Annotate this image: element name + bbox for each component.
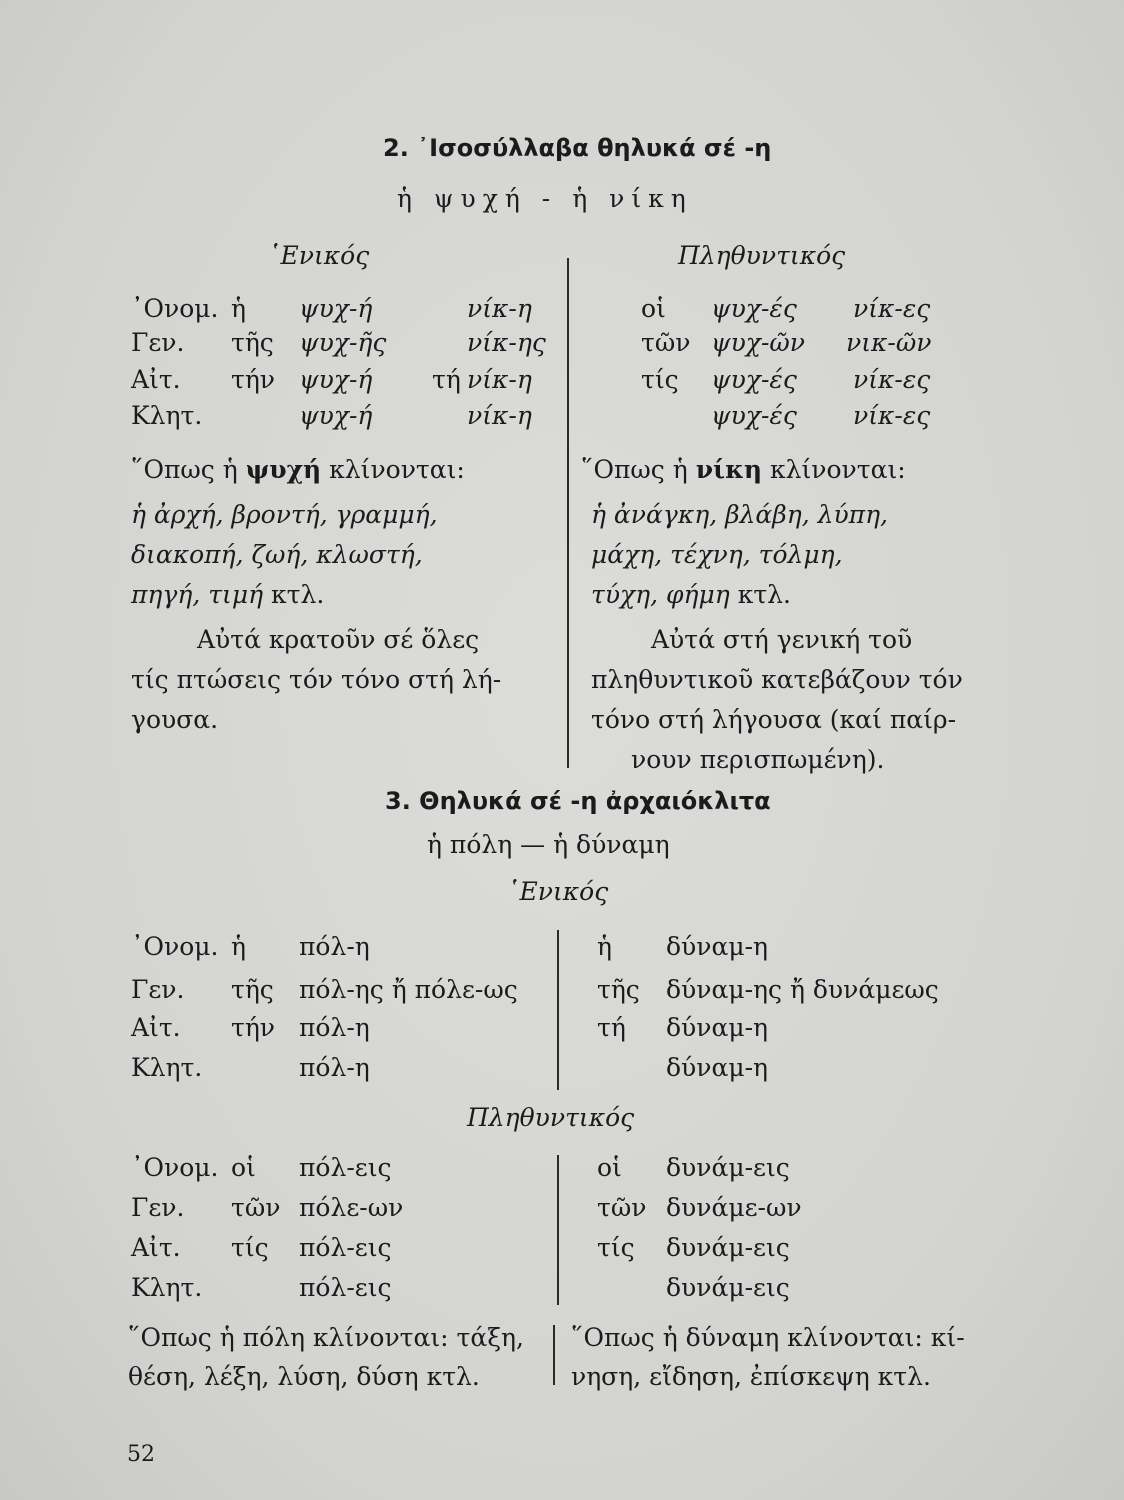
case-label: Κλητ. xyxy=(131,1053,203,1082)
section2-singular-header: ῾Ενικός xyxy=(268,241,370,270)
section3-footer-divider xyxy=(553,1325,555,1385)
model-word: νίκη xyxy=(695,455,763,484)
case-label: ᾽Ονομ. xyxy=(131,294,219,323)
word-dynami: δυνάμ-εις xyxy=(666,1233,790,1262)
article: τίς xyxy=(597,1233,635,1262)
article: τίς xyxy=(641,365,679,394)
note-line: γουσα. xyxy=(131,705,219,734)
word-psyche: ψυχ-ῶν xyxy=(711,328,805,357)
example-line-wrap xyxy=(591,580,791,609)
section3-plural-header: Πληθυντικός xyxy=(467,1103,635,1132)
word-psyche: ψυχ-ή xyxy=(299,401,373,430)
word-dynami: δύναμ-ης ἤ δυνάμεως xyxy=(666,975,939,1004)
note-line: Αὐτά στή γενική τοῦ xyxy=(651,625,913,654)
word-nike: νικ-ῶν xyxy=(846,328,932,357)
word-poli: πόλ-εις xyxy=(299,1233,392,1262)
right-declension-heading xyxy=(581,455,906,484)
note-line: τίς πτώσεις τόν τόνο στή λή- xyxy=(131,665,502,694)
example-line: ἡ ἀνάγκη, βλάβη, λύπη, xyxy=(591,500,888,529)
word-nike: νίκ-ες xyxy=(853,294,931,323)
article: τή xyxy=(597,1013,626,1042)
word-psyche: ψυχ-ές xyxy=(711,365,797,394)
case-label: Γεν. xyxy=(131,328,185,357)
note-line: Αὐτά κρατοῦν σέ ὅλες xyxy=(197,625,480,654)
case-label: Κλητ. xyxy=(131,1273,203,1302)
word-psyche: ψυχ-ῆς xyxy=(299,328,387,357)
example-line-wrap xyxy=(131,580,324,609)
section3-singular-divider xyxy=(557,930,559,1090)
example-line: μάχη, τέχνη, τόλμη, xyxy=(591,540,843,569)
article: ἡ xyxy=(231,932,246,961)
word-poli: πόλ-εις xyxy=(299,1153,392,1182)
case-label: Αἰτ. xyxy=(131,1233,181,1262)
case-label: Γεν. xyxy=(131,1193,185,1222)
case-label: Αἰτ. xyxy=(131,1013,181,1042)
word-psyche: ψυχ-ές xyxy=(711,294,797,323)
word-nike: νίκ-η xyxy=(467,401,532,430)
like-prefix: ῞Οπως ἡ xyxy=(581,455,688,484)
case-label: Κλητ. xyxy=(131,401,203,430)
etc-label: κτλ. xyxy=(271,580,325,609)
example-line: ἡ ἀρχή, βροντή, γραμμή, xyxy=(131,500,438,529)
article: τῆς xyxy=(231,328,274,357)
example-line: πηγή, τιμή xyxy=(131,580,264,609)
word-poli: πόλ-ης ἤ πόλε-ως xyxy=(299,975,518,1004)
article: τῶν xyxy=(231,1193,281,1222)
word-dynami: δύναμ-η xyxy=(666,1053,769,1082)
page-number: 52 xyxy=(127,1442,155,1467)
note-line: νουν περισπωμένη). xyxy=(631,745,885,774)
left-declension-heading xyxy=(131,455,465,484)
note-line: τόνο στή λήγουσα (καί παίρ- xyxy=(591,705,957,734)
etc-label: κτλ. xyxy=(737,580,791,609)
dynami-declension-line: ῞Οπως ἡ δύναμη κλίνονται: κί- xyxy=(571,1323,965,1352)
article: ἡ xyxy=(597,932,612,961)
word-dynami: δυνάμε-ων xyxy=(666,1193,802,1222)
example-line: διακοπή, ζωή, κλωστή, xyxy=(131,540,423,569)
model-word: ψυχή xyxy=(245,455,322,484)
case-label: ᾽Ονομ. xyxy=(131,932,219,961)
word-poli: πόλ-η xyxy=(299,932,370,961)
article: τήν xyxy=(231,365,276,394)
section2-subtitle: ἡ ψυχή - ἡ νίκη xyxy=(397,184,693,213)
article: οἱ xyxy=(231,1153,256,1182)
case-label: Αἰτ. xyxy=(131,365,181,394)
section3-plural-divider xyxy=(557,1155,559,1305)
case-label: Γεν. xyxy=(131,975,185,1004)
article: τίς xyxy=(231,1233,269,1262)
word-poli: πόλ-η xyxy=(299,1053,370,1082)
article: οἱ xyxy=(641,294,666,323)
article: οἱ xyxy=(597,1153,622,1182)
article: τῆς xyxy=(231,975,274,1004)
word-nike: νίκ-η xyxy=(467,365,532,394)
article: τῶν xyxy=(641,328,691,357)
article: ἡ xyxy=(231,294,246,323)
section2-column-divider xyxy=(567,258,569,768)
dynami-declension-line: νηση, εἴδηση, ἐπίσκεψη κτλ. xyxy=(571,1362,931,1391)
poli-declension-line: θέση, λέξη, λύση, δύση κτλ. xyxy=(128,1362,480,1391)
article: τῶν xyxy=(597,1193,647,1222)
note-line: πληθυντικοῦ κατεβάζουν τόν xyxy=(591,665,963,694)
word-poli: πόλ-η xyxy=(299,1013,370,1042)
section3-subtitle: ἡ πόλη — ἡ δύναμη xyxy=(427,830,670,859)
section3-singular-header: ῾Ενικός xyxy=(507,877,609,906)
word-nike: νίκ-ες xyxy=(853,401,931,430)
article: τή xyxy=(432,365,461,394)
word-poli: πόλε-ων xyxy=(299,1193,404,1222)
word-nike: νίκ-ης xyxy=(467,328,546,357)
section2-plural-header: Πληθυντικός xyxy=(678,241,846,270)
word-dynami: δύναμ-η xyxy=(666,1013,769,1042)
like-suffix: κλίνονται: xyxy=(329,455,465,484)
word-poli: πόλ-εις xyxy=(299,1273,392,1302)
word-psyche: ψυχ-ή xyxy=(299,294,373,323)
case-label: ᾽Ονομ. xyxy=(131,1153,219,1182)
word-psyche: ψυχ-ή xyxy=(299,365,373,394)
section3-title: 3. Θηλυκά σέ -η ἀρχαιόκλιτα xyxy=(385,787,771,815)
word-dynami: δυνάμ-εις xyxy=(666,1273,790,1302)
word-nike: νίκ-ες xyxy=(853,365,931,394)
like-suffix: κλίνονται: xyxy=(770,455,906,484)
word-psyche: ψυχ-ές xyxy=(711,401,797,430)
like-prefix: ῞Οπως ἡ xyxy=(131,455,238,484)
poli-declension-line: ῞Οπως ἡ πόλη κλίνονται: τάξη, xyxy=(128,1323,524,1352)
word-nike: νίκ-η xyxy=(467,294,532,323)
article: τῆς xyxy=(597,975,640,1004)
word-dynami: δυνάμ-εις xyxy=(666,1153,790,1182)
article: τήν xyxy=(231,1013,276,1042)
word-dynami: δύναμ-η xyxy=(666,932,769,961)
section2-title: 2. ᾽Ισοσύλλαβα θηλυκά σέ -η xyxy=(383,134,772,162)
example-line: τύχη, φήμη xyxy=(591,580,730,609)
